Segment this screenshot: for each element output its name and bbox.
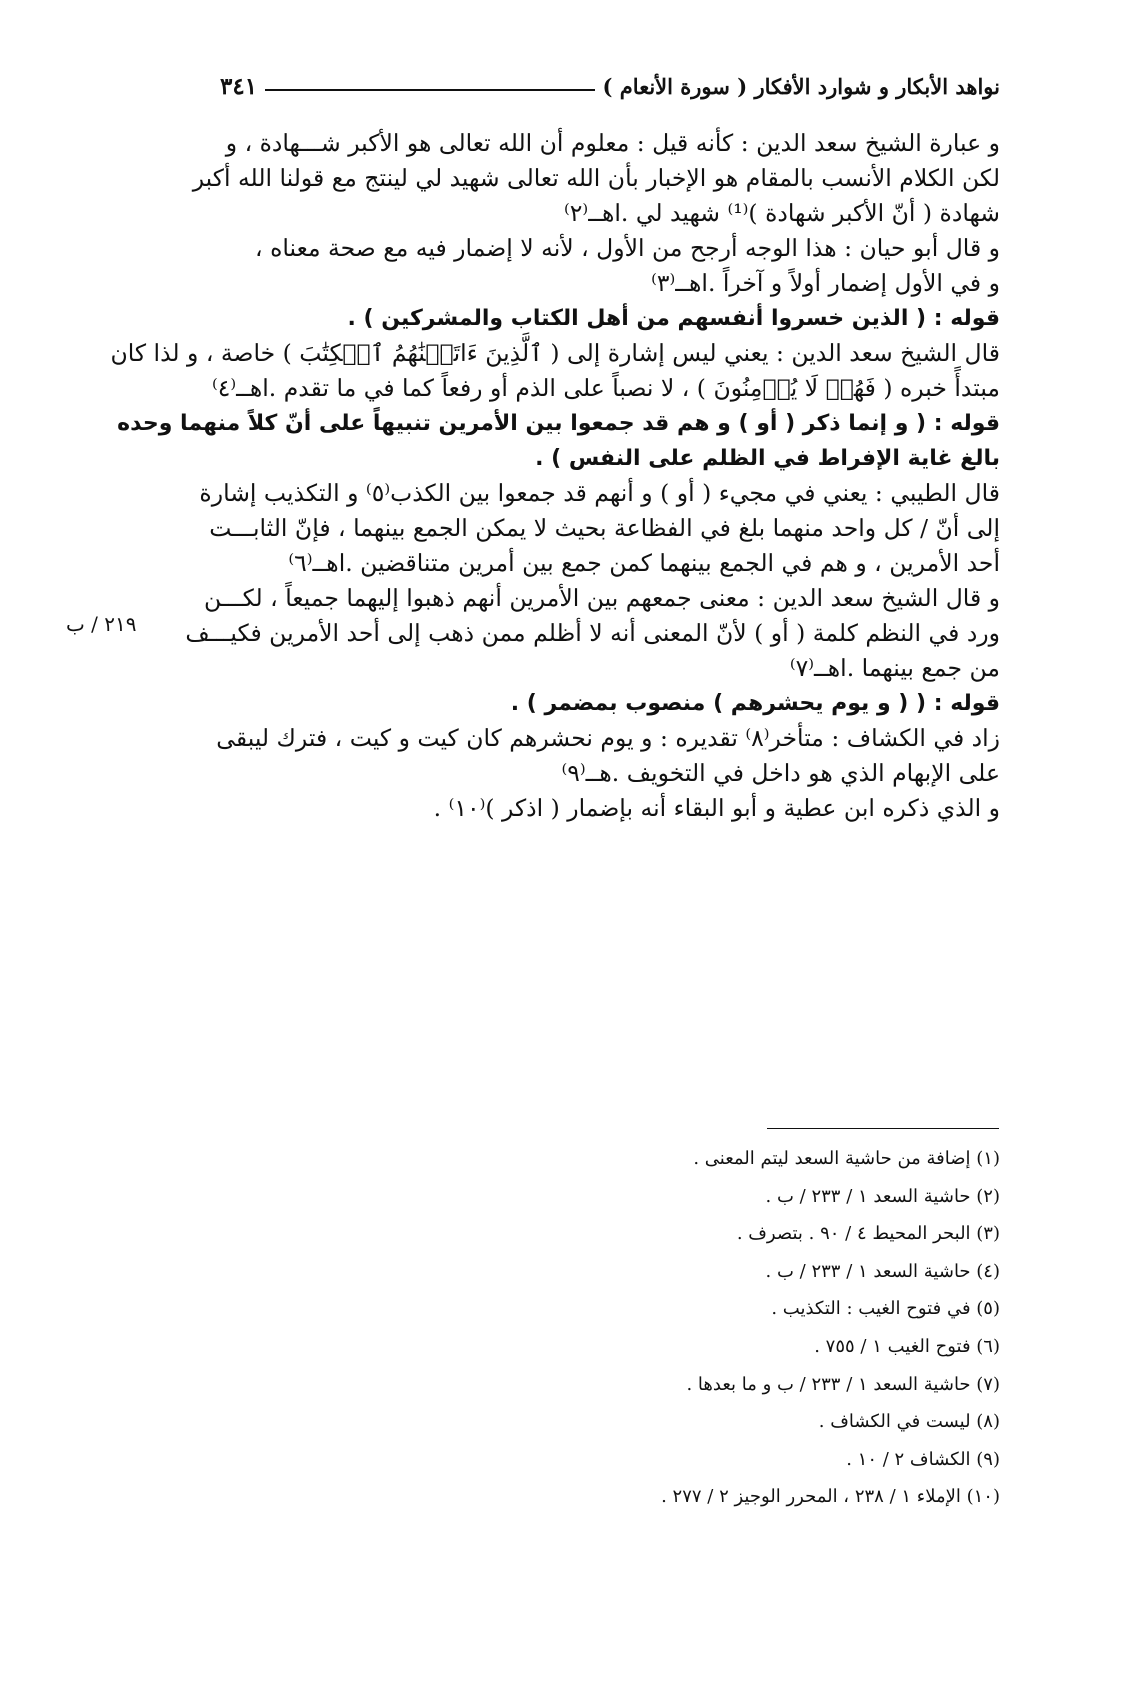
text-line: أحد الأمرين ، و هم في الجمع بينهما كمن جمع بين أمرين متناقضين .اهــ⁽٦⁾ xyxy=(288,549,1000,577)
text-line: و قال الشيخ سعد الدين : معنى جمعهم بين الأمرين أنهم ذهبوا إليهما جميعاً ، لكـــن xyxy=(204,584,1000,612)
footnote: (٧) حاشية السعد ١ / ٢٣٣ / ب و ما بعدها . xyxy=(686,1373,1000,1395)
header-title: نواهد الأبكار و شوارد الأفكار ( سورة الأنعام ) xyxy=(602,73,1000,99)
text-line: و قال أبو حيان : هذا الوجه أرجح من الأول ، لأنه لا إضمار فيه مع صحة معناه ، xyxy=(255,234,1000,262)
main-text xyxy=(110,126,1000,826)
text-line: مبتدأً خبره ( فَهُمۡ لَا يُؤۡمِنُونَ ) ، لا نصباً على الذم أو رفعاً كما في ما تقدم .اهــ⁽٤⁾ xyxy=(211,374,1000,402)
footnote: (٢) حاشية السعد ١ / ٢٣٣ / ب . xyxy=(765,1185,1000,1207)
footnote: (٣) البحر المحيط ٤ / ٩٠ . بتصرف . xyxy=(736,1223,1000,1245)
footnote: (٨) ليست في الكشاف . xyxy=(818,1411,1000,1433)
footnote: (١) إضافة من حاشية السعد ليتم المعنى . xyxy=(693,1148,1000,1169)
header-rule xyxy=(265,89,594,91)
footnotes xyxy=(400,1140,1000,1516)
text-line: زاد في الكشاف : متأخر⁽٨⁾ تقديره : و يوم نحشرهم كان كيت و كيت ، فترك ليبقى xyxy=(216,724,1000,752)
text-line: قال الشيخ سعد الدين : يعني ليس إشارة إلى ( ٱلَّذِينَ ءَاتَيۡنَٰهُمُ ٱلۡكِتَٰبَ ) خاصة ، و لذا كان xyxy=(110,339,1000,367)
footnote: (٦) فتوح الغيب ١ / ٧٥٥ . xyxy=(814,1335,1000,1357)
quote-heading: قوله : ( الذين خسروا أنفسهم من أهل الكتاب والمشركين ) . xyxy=(347,306,1000,331)
footnote: (٤) حاشية السعد ١ / ٢٣٣ / ب . xyxy=(765,1260,1000,1282)
text-line: و في الأول إضمار أولاً و آخراً .اهــ⁽٣⁾ xyxy=(651,269,1000,297)
text-line: قال الطيبي : يعني في مجيء ( أو ) و أنهم قد جمعوا بين الكذب⁽٥⁾ و التكذيب إشارة xyxy=(199,479,1000,507)
quote-heading: قوله : ( و إنما ذكر ( أو ) و هم قد جمعوا بين الأمرين تنبيهاً على أنّ كلاً منهما وحده xyxy=(117,411,1000,436)
text-line: و الذي ذكره ابن عطية و أبو البقاء أنه بإضمار ( اذكر )⁽١٠⁾ . xyxy=(433,794,1000,822)
quote-heading: قوله : ( ( و يوم يحشرهم ) منصوب بمضمر ) . xyxy=(510,691,1000,716)
text-line: على الإبهام الذي هو داخل في التخويف .هــ⁽٩⁾ xyxy=(561,759,1000,787)
page-number: ٣٤١ xyxy=(220,72,258,100)
text-line: ورد في النظم كلمة ( أو ) لأنّ المعنى أنه لا أظلم ممن ذهب إلى أحد الأمرين فكيـــف xyxy=(185,619,1000,647)
footnote-rule xyxy=(767,1128,999,1129)
footnote: (١٠) الإملاء ١ / ٢٣٨ ، المحرر الوجيز ٢ / ٢٧٧ . xyxy=(661,1486,1000,1508)
quote-heading: بالغ غاية الإفراط في الظلم على النفس ) . xyxy=(535,446,1000,471)
text-line: من جمع بينهما .اهــ⁽٧⁾ xyxy=(789,654,1000,682)
text-line: شهادة ( أنّ الأكبر شهادة )⁽¹⁾ شهيد لي .اهــ⁽٢⁾ xyxy=(564,199,1000,227)
marginal-folio-note: ٢١٩ / ب xyxy=(66,612,137,636)
running-header xyxy=(220,66,1000,106)
footnote: (٩) الكشاف ٢ / ١٠ . xyxy=(846,1448,1000,1470)
text-line: لكن الكلام الأنسب بالمقام هو الإخبار بأن الله تعالى شهيد لي لينتج مع قولنا الله أكبر xyxy=(192,164,1000,192)
text-line: و عبارة الشيخ سعد الدين : كأنه قيل : معلوم أن الله تعالى هو الأكبر شـــهادة ، و xyxy=(225,129,1000,157)
text-line: إلى أنّ / كل واحد منهما بلغ في الفظاعة بحيث لا يمكن الجمع بينهما ، فإنّ الثابـــت xyxy=(209,514,1000,542)
footnote: (٥) في فتوح الغيب : التكذيب . xyxy=(771,1298,1000,1320)
